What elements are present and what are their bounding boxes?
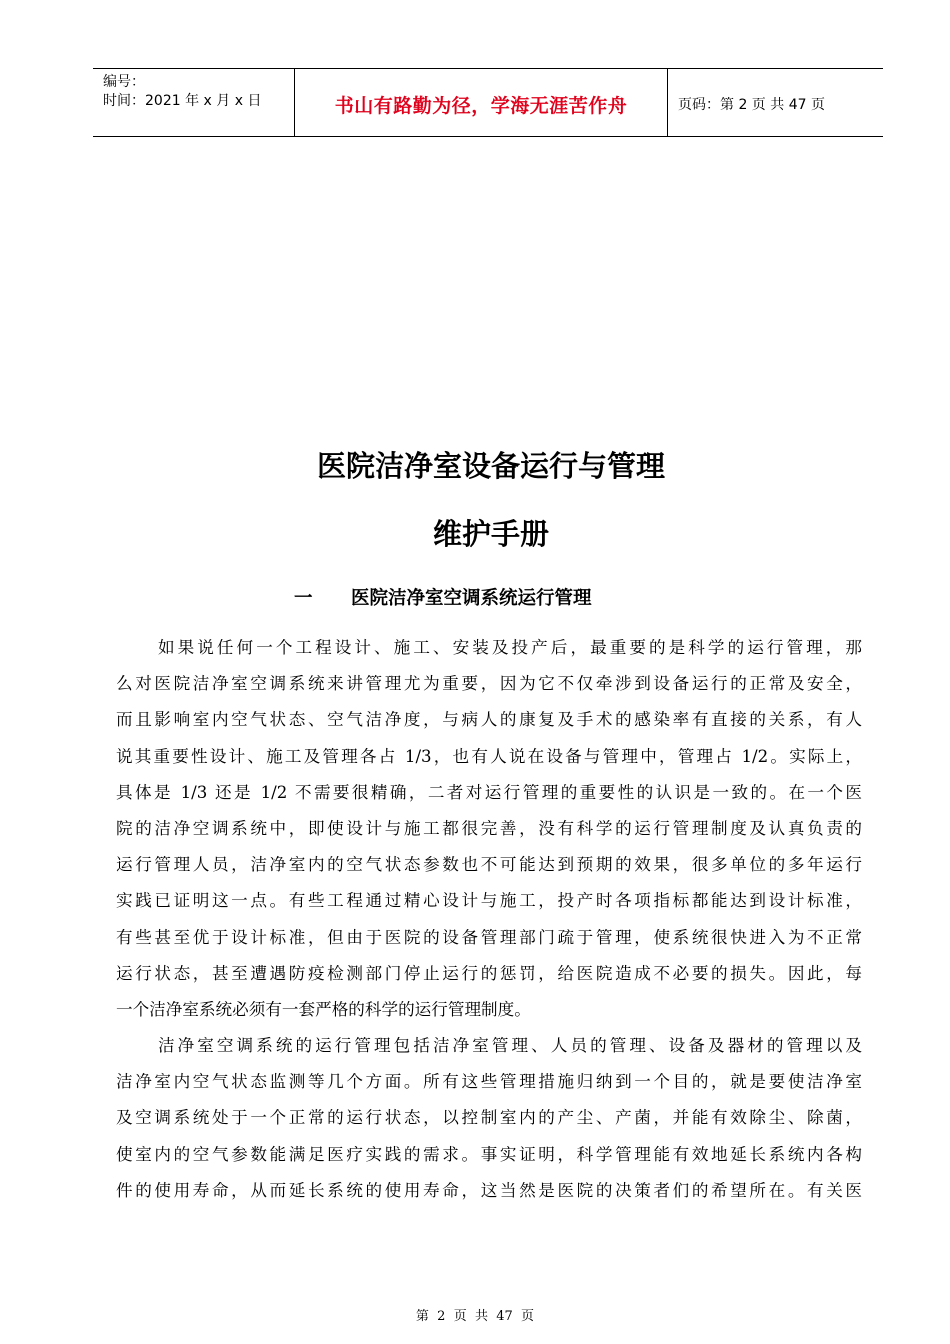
header-meta bbox=[103, 73, 261, 111]
paragraph-line: 如果说任何一个工程设计、施工、安装及投产后，最重要的是科学的运行管理，那 bbox=[158, 638, 862, 657]
section-heading bbox=[294, 584, 592, 610]
header-motto: 书山有路勤为径，学海无涯苦作舟 bbox=[334, 95, 628, 117]
paragraph-line: 及空调系统处于一个正常的运行状态，以控制室内的产尘、产菌，并能有效除尘、除菌， bbox=[116, 1108, 862, 1128]
paragraph-line: 院的洁净空调系统中，即使设计与施工都很完善，没有科学的运行管理制度及认真负责的 bbox=[116, 818, 862, 838]
footer-page-number: 第 2 页 共 47 页 bbox=[415, 1309, 535, 1324]
paragraph-line: 而且影响室内空气状态、空气洁净度，与病人的康复及手术的感染率有直接的关系，有人 bbox=[116, 710, 862, 730]
document-title: 医院洁净室设备运行与管理 bbox=[316, 449, 665, 483]
section-title: 医院洁净室空调系统运行管理 bbox=[351, 588, 592, 609]
paragraph-line: 说其重要性设计、施工及管理各占 1/3，也有人说在设备与管理中，管理占 1/2。实际上， bbox=[116, 746, 862, 766]
paragraph-line: 洁净室内空气状态监测等几个方面。所有这些管理措施归纳到一个目的，就是要使洁净室 bbox=[116, 1072, 862, 1092]
paragraph-line: 么对医院洁净室空调系统来讲管理尤为重要，因为它不仅牵涉到设备运行的正常及安全， bbox=[116, 674, 862, 694]
body-text bbox=[116, 630, 862, 1209]
document-time-label: 时间：2021 年 x 月 x 日 bbox=[103, 93, 262, 109]
paragraph-line: 使室内的空气参数能满足医疗实践的需求。事实证明，科学管理能有效地延长系统内各构 bbox=[116, 1144, 862, 1164]
header-page-info: 页码：第 2 页 共 47 页 bbox=[678, 97, 825, 113]
document-subtitle: 维护手册 bbox=[432, 517, 549, 551]
document-number-label: 编号： bbox=[103, 74, 145, 90]
page-footer bbox=[0, 1305, 950, 1324]
paragraph-line: 运行管理人员，洁净室内的空气状态参数也不可能达到预期的效果，很多单位的多年运行 bbox=[116, 855, 862, 875]
paragraph-line: 有些甚至优于设计标准，但由于医院的设备管理部门疏于管理，使系统很快进入为不正常 bbox=[116, 927, 862, 947]
paragraph-line: 一个洁净室系统必须有一套严格的科学的运行管理制度。 bbox=[116, 999, 531, 1019]
paragraph-line: 运行状态，甚至遭遇防疫检测部门停止运行的惩罚，给医院造成不必要的损失。因此，每 bbox=[116, 963, 862, 983]
header-divider bbox=[667, 69, 668, 136]
paragraph-line: 实践已证明这一点。有些工程通过精心设计与施工，投产时各项指标都能达到设计标准， bbox=[116, 891, 862, 911]
page-header bbox=[93, 68, 883, 137]
section-number: 一 bbox=[294, 588, 313, 609]
paragraph-line: 洁净室空调系统的运行管理包括洁净室管理、人员的管理、设备及器材的管理以及 bbox=[158, 1036, 862, 1056]
paragraph-line: 件的使用寿命，从而延长系统的使用寿命，这当然是医院的决策者们的希望所在。有关医 bbox=[116, 1180, 862, 1200]
paragraph-line: 具体是 1/3 还是 1/2 不需要很精确，二者对运行管理的重要性的认识是一致的。在一个医 bbox=[116, 782, 862, 802]
